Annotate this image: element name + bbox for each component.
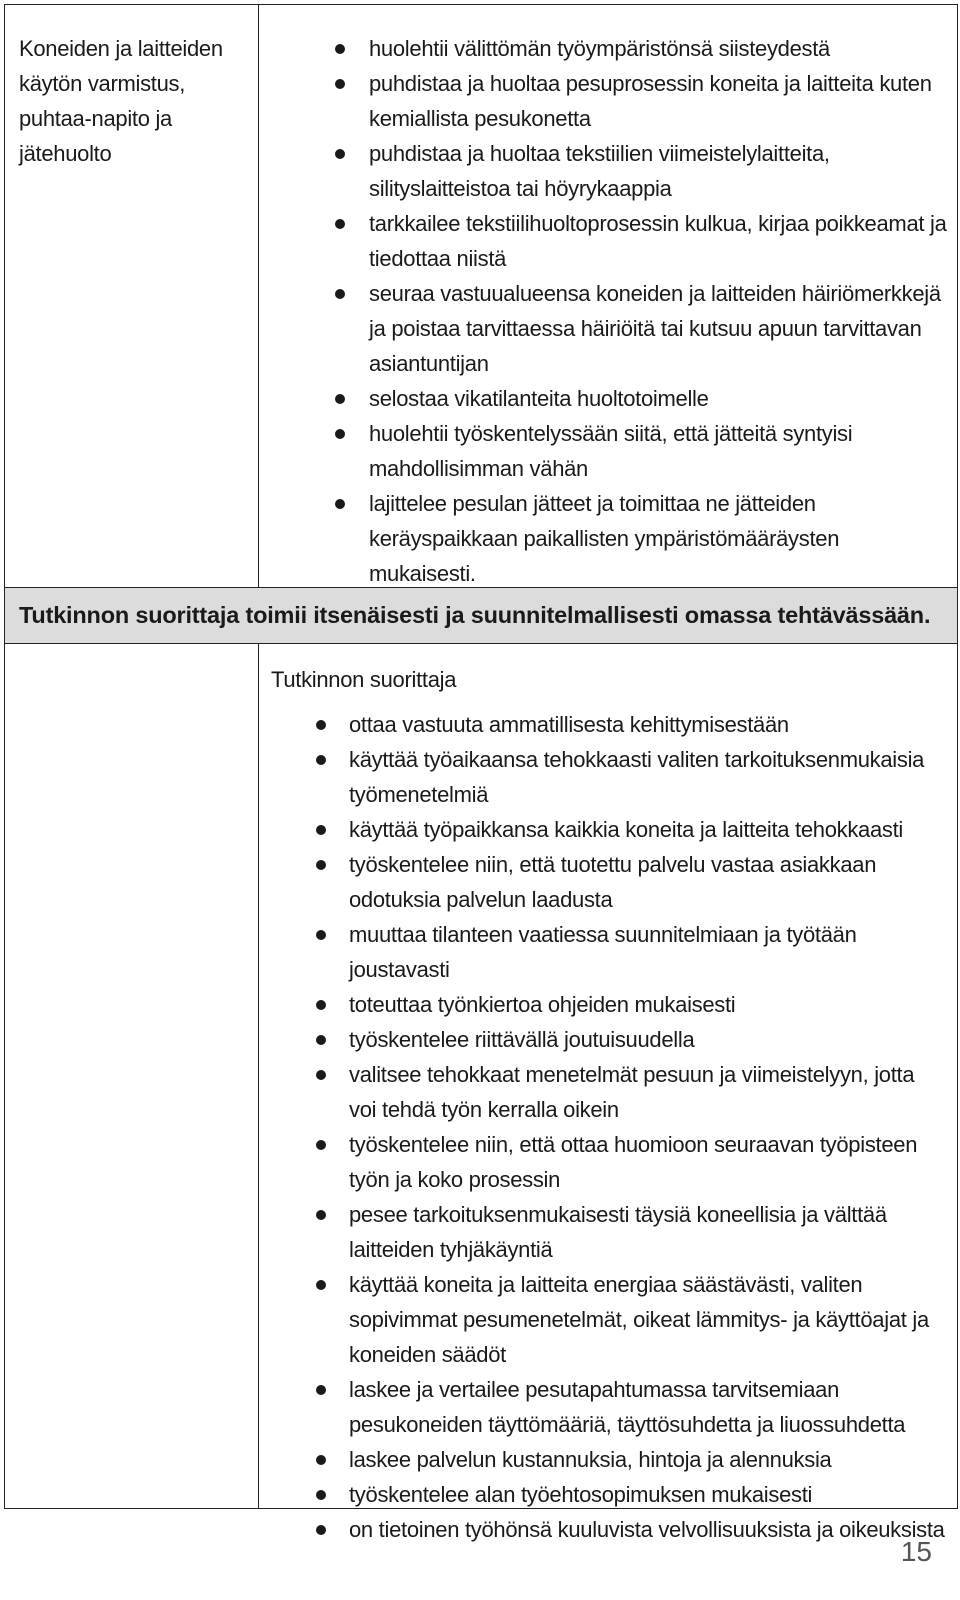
list-item: tarkkailee tekstiilihuoltoprosessin kulkua, kirjaa poikkeamat ja tiedottaa niistä (269, 206, 947, 276)
list-item: huolehtii välittömän työympäristönsä siisteydestä (269, 31, 947, 66)
list-item: selostaa vikatilanteita huoltotoimelle (269, 381, 947, 416)
independence-list (271, 707, 947, 1547)
maintenance-criteria (259, 5, 957, 587)
list-item: työskentelee alan työehtosopimuksen mukaisesti (271, 1477, 947, 1512)
maintenance-row (5, 5, 957, 588)
bullet-icon (316, 1525, 326, 1535)
list-item: käyttää työpaikkansa kaikkia koneita ja laitteita tehokkaasti (271, 812, 947, 847)
bullet-icon (316, 825, 326, 835)
bullet-icon (335, 429, 345, 439)
list-item: toteuttaa työnkiertoa ohjeiden mukaisesti (271, 987, 947, 1022)
bullet-icon (335, 289, 345, 299)
bullet-icon (335, 79, 345, 89)
bullet-icon (316, 1455, 326, 1465)
bullet-icon (316, 1140, 326, 1150)
criteria-intro: Tutkinnon suorittaja (271, 667, 457, 692)
list-item: valitsee tehokkaat menetelmät pesuun ja viimeistelyyn, jotta voi tehdä työn kerralla oikein (271, 1057, 947, 1127)
bullet-icon (335, 219, 345, 229)
list-item: puhdistaa ja huoltaa pesuprosessin koneita ja laitteita kuten kemiallista pesukonetta (269, 66, 947, 136)
list-item: laskee ja vertailee pesutapahtumassa tarvitsemiaan pesukoneiden täyttömääriä, täyttösuhdetta ja liuossuhdetta (271, 1372, 947, 1442)
list-item: työskentelee niin, että ottaa huomioon seuraavan työpisteen työn ja koko prosessin (271, 1127, 947, 1197)
bullet-icon (335, 499, 345, 509)
bullet-icon (316, 1070, 326, 1080)
bullet-icon (335, 149, 345, 159)
maintenance-label: Koneiden ja laitteiden käytön varmistus, puhtaa-napito ja jätehuolto (5, 5, 259, 587)
list-item: huolehtii työskentelyssään siitä, että jätteitä syntyisi mahdollisimman vähän (269, 416, 947, 486)
page-number: 15 (900, 1536, 932, 1567)
independence-row (5, 644, 957, 1542)
bullet-icon (335, 44, 345, 54)
bullet-icon (316, 1210, 326, 1220)
independence-criteria (259, 644, 957, 1542)
section-header: Tutkinnon suorittaja toimii itsenäisesti ja suunnitelmallisesti omassa tehtävässään. (5, 588, 957, 644)
bullet-icon (316, 860, 326, 870)
bullet-icon (335, 394, 345, 404)
list-item: lajittelee pesulan jätteet ja toimittaa ne jätteiden keräyspaikkaan paikallisten ympäristömääräysten mukaisesti. (269, 486, 947, 591)
list-item: työskentelee niin, että tuotettu palvelu vastaa asiakkaan odotuksia palvelun laadusta (271, 847, 947, 917)
bullet-icon (316, 720, 326, 730)
criteria-table (4, 4, 958, 1542)
independence-label (5, 644, 259, 1508)
bullet-icon (316, 1035, 326, 1045)
list-item: on tietoinen työhönsä kuuluvista velvollisuuksista ja oikeuksista (271, 1512, 947, 1547)
list-item: käyttää koneita ja laitteita energiaa säästävästi, valiten sopivimmat pesumenetelmät, oikeat lämmitys- ja käyttöajat ja koneiden säädöt (271, 1267, 947, 1372)
list-item: seuraa vastuualueensa koneiden ja laitteiden häiriömerkkejä ja poistaa tarvittaessa häiriöitä tai kutsuu apuun tarvittavan asiantuntijan (269, 276, 947, 381)
list-item: pesee tarkoituksenmukaisesti täysiä koneellisia ja välttää laitteiden tyhjäkäyntiä (271, 1197, 947, 1267)
bullet-icon (316, 930, 326, 940)
list-item: laskee palvelun kustannuksia, hintoja ja alennuksia (271, 1442, 947, 1477)
bullet-icon (316, 755, 326, 765)
list-item: puhdistaa ja huoltaa tekstiilien viimeistelylaitteita, silityslaitteistoa tai höyrykaappia (269, 136, 947, 206)
list-item: ottaa vastuuta ammatillisesta kehittymisestään (271, 707, 947, 742)
list-item: käyttää työaikaansa tehokkaasti valiten tarkoituksenmukaisia työmenetelmiä (271, 742, 947, 812)
bullet-icon (316, 1000, 326, 1010)
bullet-icon (316, 1385, 326, 1395)
bullet-icon (316, 1490, 326, 1500)
maintenance-list (269, 31, 947, 591)
list-item: muuttaa tilanteen vaatiessa suunnitelmiaan ja työtään joustavasti (271, 917, 947, 987)
bullet-icon (316, 1280, 326, 1290)
list-item: työskentelee riittävällä joutuisuudella (271, 1022, 947, 1057)
